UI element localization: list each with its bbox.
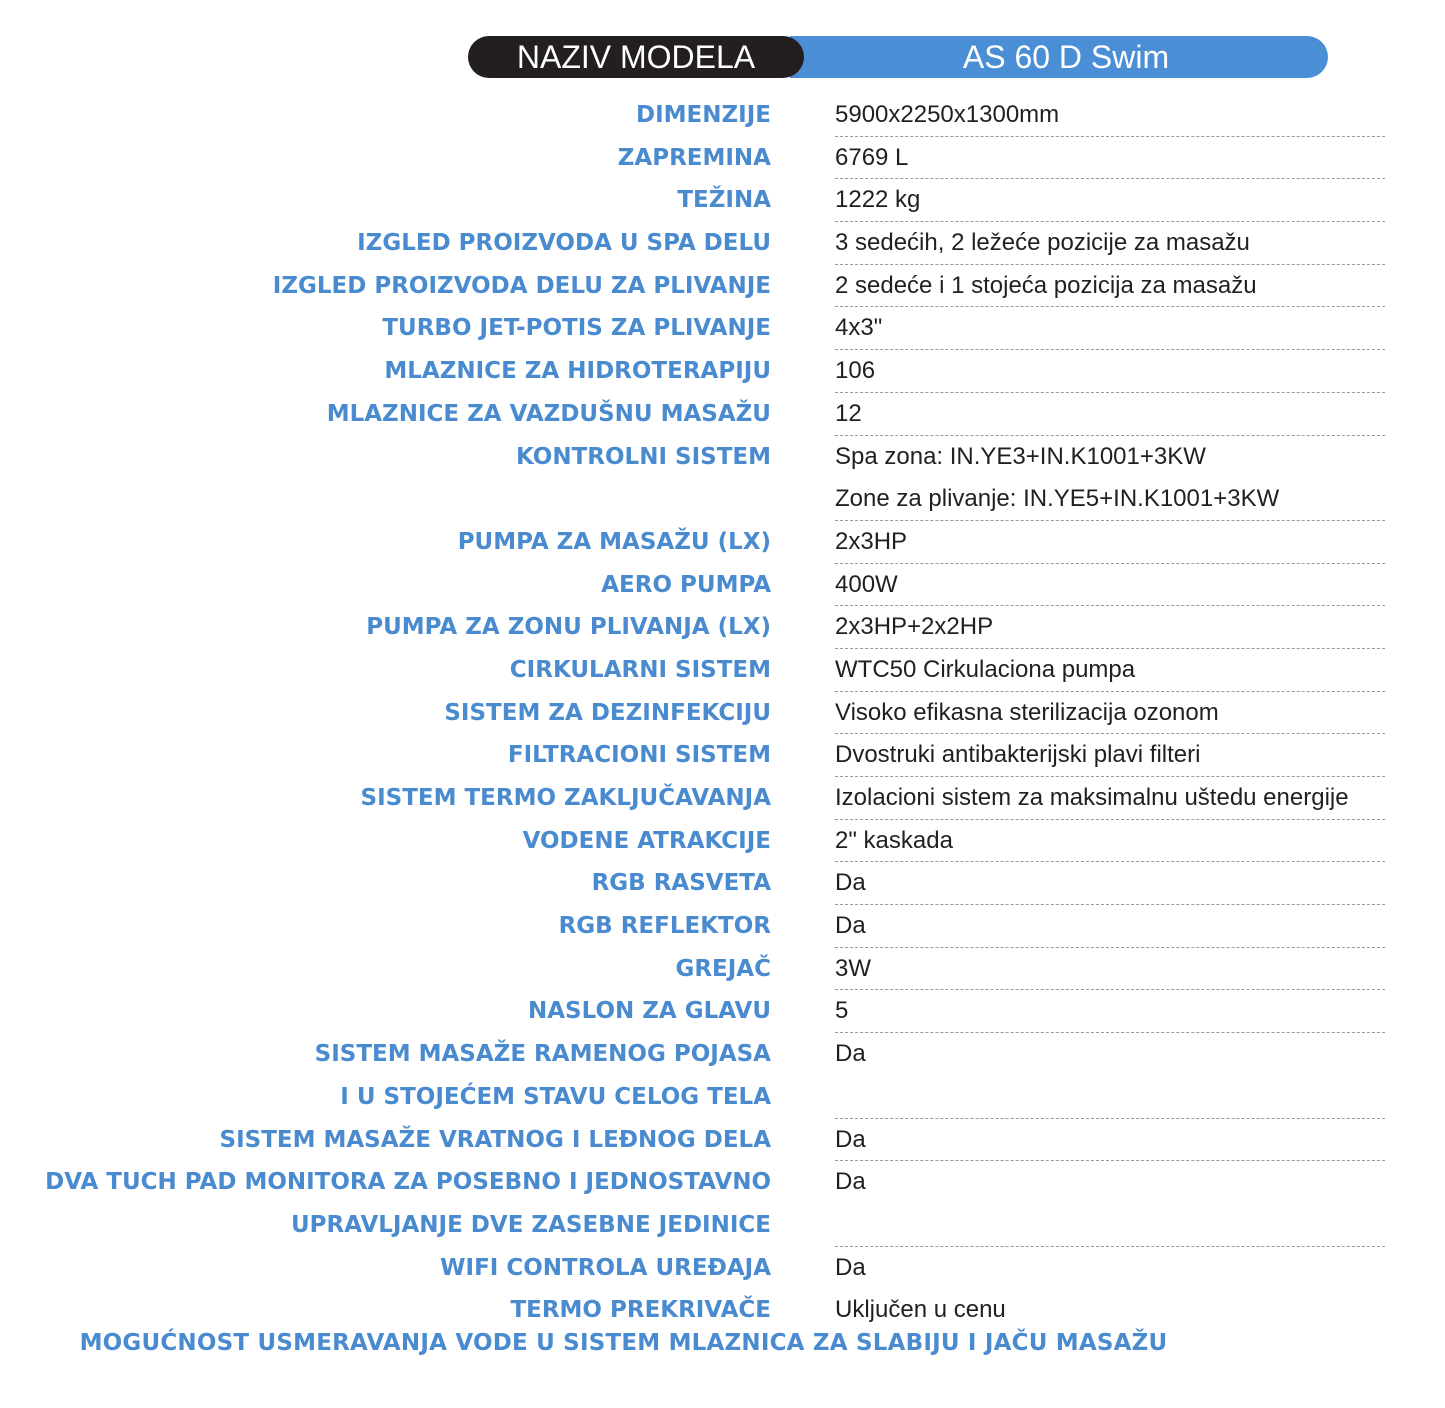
spec-label: SISTEM MASAŽE RAMENOG POJASA xyxy=(314,1041,771,1068)
spec-value: Da xyxy=(835,1253,866,1281)
spec-value: 2 sedeće i 1 stojeća pozicija za masažu xyxy=(835,271,1257,299)
spec-value: 3W xyxy=(835,954,871,982)
model-label-header xyxy=(468,36,804,78)
spec-row-swim-pump xyxy=(0,606,1445,649)
model-label: NAZIV MODELA xyxy=(516,38,756,75)
spec-label: TURBO JET-POTIS ZA PLIVANJE xyxy=(382,315,771,342)
spec-value: Visoko efikasna sterilizacija ozonom xyxy=(835,698,1219,726)
spec-label: FILTRACIONI SISTEM xyxy=(507,742,771,769)
spec-value: Da xyxy=(835,869,866,897)
spec-value: Spa zona: IN.YE3+IN.K1001+3KW xyxy=(835,442,1206,470)
spec-row-disinfection xyxy=(0,692,1445,735)
spec-row-filtration xyxy=(0,734,1445,777)
spec-row-volume xyxy=(0,137,1445,180)
spec-row-spa-layout xyxy=(0,222,1445,265)
spec-label: IZGLED PROIZVODA U SPA DELU xyxy=(357,230,771,257)
spec-label: NASLON ZA GLAVU xyxy=(528,998,771,1025)
spec-row-shoulder-massage xyxy=(0,1033,1445,1076)
spec-row-touch-pad-cont xyxy=(0,1204,1445,1247)
spec-value: 4x3" xyxy=(835,314,883,342)
spec-value: Izolacioni sistem za maksimalnu uštedu energije xyxy=(835,784,1349,811)
spec-row-water-features xyxy=(0,820,1445,863)
spec-value: Da xyxy=(835,912,866,940)
spec-value: 3 sedećih, 2 ležeće pozicije za masažu xyxy=(835,229,1250,257)
spec-value: 6769 L xyxy=(835,143,909,171)
spec-row-thermo-cover xyxy=(0,1289,1445,1332)
spec-row-circulation xyxy=(0,649,1445,692)
spec-value: 106 xyxy=(835,357,876,385)
spec-label: SISTEM ZA DEZINFEKCIJU xyxy=(444,699,771,726)
spec-label: SISTEM TERMO ZAKLJUČAVANJA xyxy=(360,785,771,811)
spec-row-dimensions xyxy=(0,94,1445,137)
spec-row-wifi xyxy=(0,1247,1445,1290)
spec-label: ZAPREMINA xyxy=(617,144,771,171)
spec-table xyxy=(0,94,1445,1332)
spec-row-heater xyxy=(0,948,1445,991)
spec-value: Zone za plivanje: IN.YE5+IN.K1001+3KW xyxy=(835,485,1280,513)
spec-value: Dvostruki antibakterijski plavi filteri xyxy=(835,741,1201,769)
spec-value: 5900x2250x1300mm xyxy=(835,101,1060,128)
spec-label: CIRKULARNI SISTEM xyxy=(509,656,771,683)
footer-note-text: MOGUĆNOST USMERAVANJA VODE U SISTEM MLAZNICA ZA SLABIJU I JAČU MASAŽU xyxy=(79,1330,1168,1356)
spec-label: IZGLED PROIZVODA DELU ZA PLIVANJE xyxy=(272,272,771,299)
spec-label: UPRAVLJANJE DVE ZASEBNE JEDINICE xyxy=(290,1211,771,1238)
spec-value: WTC50 Cirkulaciona pumpa xyxy=(835,655,1136,683)
model-name-header xyxy=(790,36,1328,78)
spec-row-massage-pump xyxy=(0,521,1445,564)
spec-value: 2" kaskada xyxy=(835,826,953,854)
spec-row-rgb-lighting xyxy=(0,862,1445,905)
spec-label: DVA TUCH PAD MONITORA ZA POSEBNO I JEDNOSTAVNO xyxy=(45,1169,771,1196)
spec-label: AERO PUMPA xyxy=(601,571,771,598)
spec-label: TERMO PREKRIVAČE xyxy=(510,1297,771,1324)
footer-note xyxy=(0,1330,1445,1356)
spec-row-turbo-jet xyxy=(0,307,1445,350)
spec-label: PUMPA ZA MASAŽU (LX) xyxy=(457,528,771,555)
spec-value: 400W xyxy=(835,570,898,598)
spec-value: Da xyxy=(835,1125,866,1153)
spec-label: TEŽINA xyxy=(677,187,771,214)
spec-label: WIFI CONTROLA UREĐAJA xyxy=(440,1254,771,1281)
spec-value: Da xyxy=(835,1040,866,1068)
spec-label: I U STOJEĆEM STAVU CELOG TELA xyxy=(340,1083,771,1110)
model-name: AS 60 D Swim xyxy=(962,38,1170,75)
spec-row-shoulder-massage-cont xyxy=(0,1076,1445,1119)
spec-label: RGB RASVETA xyxy=(591,870,771,897)
spec-row-swim-layout xyxy=(0,265,1445,308)
spec-value: 2x3HP xyxy=(835,527,908,555)
spec-value: 2x3HP+2x2HP xyxy=(835,613,994,641)
spec-row-air-jets xyxy=(0,393,1445,436)
spec-value: 5 xyxy=(835,997,849,1025)
spec-label: RGB REFLEKTOR xyxy=(558,913,771,940)
spec-row-rgb-reflector xyxy=(0,905,1445,948)
spec-value: 1222 kg xyxy=(835,186,921,214)
spec-row-thermo-lock xyxy=(0,777,1445,820)
spec-row-control-system xyxy=(0,436,1445,479)
spec-label: DIMENZIJE xyxy=(635,102,771,128)
spec-label: SISTEM MASAŽE VRATNOG I LEĐNOG DELA xyxy=(219,1126,771,1153)
spec-row-touch-pad xyxy=(0,1161,1445,1204)
spec-row-neck-back-massage xyxy=(0,1119,1445,1162)
spec-label: VODENE ATRAKCIJE xyxy=(522,827,771,854)
spec-row-weight xyxy=(0,179,1445,222)
spec-row-hydro-jets xyxy=(0,350,1445,393)
spec-row-headrest xyxy=(0,990,1445,1033)
spec-row-control-system-swim xyxy=(0,478,1445,521)
spec-label: MLAZNICE ZA VAZDUŠNU MASAŽU xyxy=(326,400,771,427)
spec-value: Uključen u cenu xyxy=(835,1296,1006,1324)
spec-label: KONTROLNI SISTEM xyxy=(516,443,771,470)
spec-label: PUMPA ZA ZONU PLIVANJA (LX) xyxy=(366,614,771,641)
spec-row-aero-pump xyxy=(0,564,1445,607)
spec-label: MLAZNICE ZA HIDROTERAPIJU xyxy=(384,358,771,385)
spec-value: Da xyxy=(835,1168,866,1196)
spec-label: GREJAČ xyxy=(675,955,771,982)
spec-value: 12 xyxy=(835,399,862,427)
